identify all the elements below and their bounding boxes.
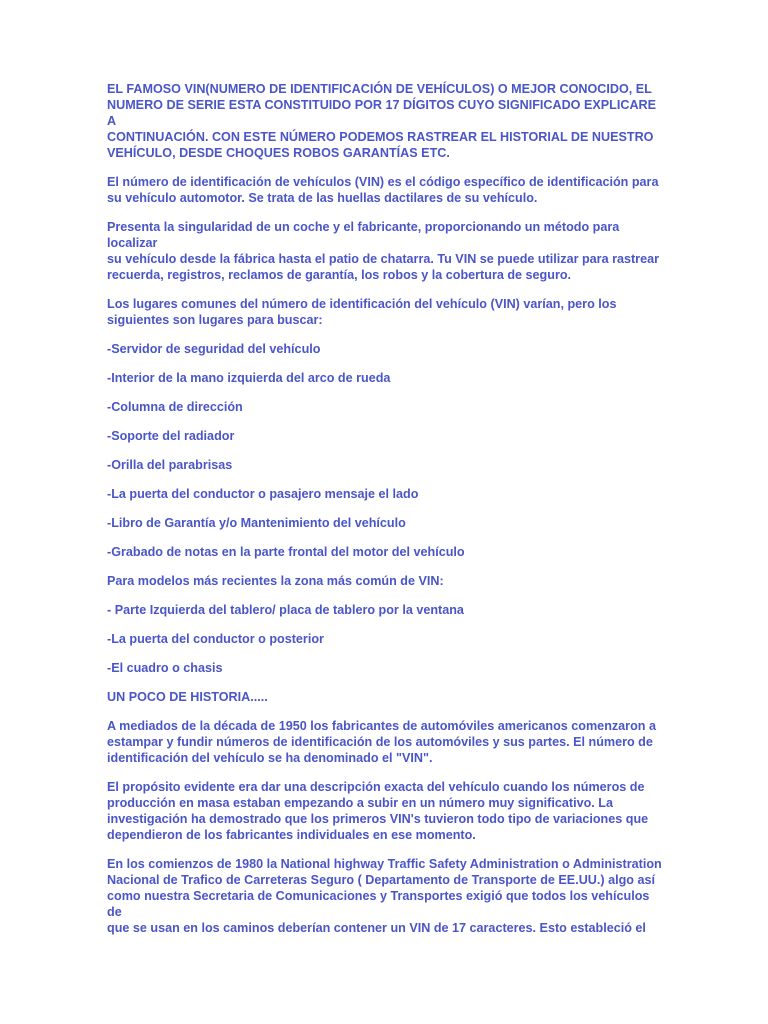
recent-location-item: - Parte Izquierda del tablero/ placa de tablero por la ventana xyxy=(107,603,464,617)
history-heading: UN POCO DE HISTORIA..... xyxy=(107,690,268,704)
intro-paragraph-1: El número de identificación de vehículos (VIN) es el código específico de identificación para su vehículo automotor. Se trata de las huellas dactilares de su vehículo. xyxy=(107,175,659,205)
history-paragraph-1: A mediados de la década de 1950 los fabricantes de automóviles americanos comenzaron a estampar y fundir números de identificación de los automóviles y sus partes. El número de identificación del vehículo se ha denominado el "VIN". xyxy=(107,719,656,765)
recent-models-intro: Para modelos más recientes la zona más común de VIN: xyxy=(107,574,444,588)
location-item: -Interior de la mano izquierda del arco de rueda xyxy=(107,371,391,385)
document-body xyxy=(107,81,667,949)
location-item: -Libro de Garantía y/o Mantenimiento del vehículo xyxy=(107,516,406,530)
recent-location-item: -La puerta del conductor o posterior xyxy=(107,632,324,646)
document-heading: EL FAMOSO VIN(NUMERO DE IDENTIFICACIÓN DE VEHÍCULOS) O MEJOR CONOCIDO, EL NUMERO DE SERIE ESTA CONSTITUIDO POR 17 DÍGITOS CUYO SIGNIFICADO EXPLICARE A CONTINUACIÓN. CON ESTE NÚMERO PODEMOS RASTREAR EL HISTORIAL DE NUESTRO VEHÍCULO, DESDE CHOQUES ROBOS GARANTÍAS ETC. xyxy=(107,82,657,160)
intro-paragraph-2: Presenta la singularidad de un coche y el fabricante, proporcionando un método para localizar su vehículo desde la fábrica hasta el patio de chatarra. Tu VIN se puede utilizar para rastrear recuerda, registros, reclamos de garantía, los robos y la cobertura de seguro. xyxy=(107,220,659,282)
location-item: -Servidor de seguridad del vehículo xyxy=(107,342,321,356)
history-paragraph-2: El propósito evidente era dar una descripción exacta del vehículo cuando los números de producción en masa estaban empezando a subir en un número muy significativo. La investigación ha demostrado que los primeros VIN's tuvieron todo tipo de variaciones que dependieron de los fabricantes individuales en ese momento. xyxy=(107,780,649,842)
location-item: -Columna de dirección xyxy=(107,400,243,414)
locations-intro: Los lugares comunes del número de identificación del vehículo (VIN) varían, pero los siguientes son lugares para buscar: xyxy=(107,297,617,327)
location-item: -La puerta del conductor o pasajero mensaje el lado xyxy=(107,487,419,501)
history-paragraph-3: En los comienzos de 1980 la National highway Traffic Safety Administration o Administration Nacional de Trafico de Carreteras Seguro ( Departamento de Transporte de EE.UU.) algo así como nuestra Secretaria de Comunicaciones y Transportes exigió que todos los vehículos de que se usan en los caminos deberían contener un VIN de 17 caracteres. Esto estableció el xyxy=(107,857,662,935)
location-item: -Orilla del parabrisas xyxy=(107,458,233,472)
location-item: -Soporte del radiador xyxy=(107,429,235,443)
location-item: -Grabado de notas en la parte frontal del motor del vehículo xyxy=(107,545,465,559)
recent-location-item: -El cuadro o chasis xyxy=(107,661,223,675)
